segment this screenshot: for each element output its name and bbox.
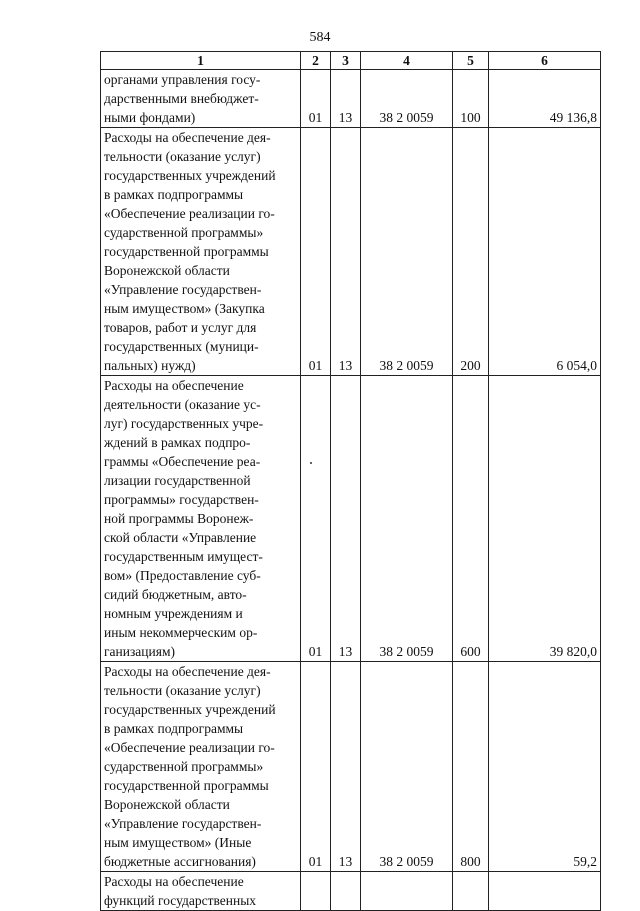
row-subsection-code: 13 bbox=[331, 376, 361, 662]
description-line: номным учреждениям и bbox=[104, 606, 243, 621]
description-line: сударственной программы» bbox=[104, 759, 264, 774]
description-line: Воронежской области bbox=[104, 263, 230, 278]
description-line: деятельности (оказание ус- bbox=[104, 397, 261, 412]
description-line: ным имуществом» (Закупка bbox=[104, 301, 265, 316]
description-line: Воронежской области bbox=[104, 797, 230, 812]
description-line: «Управление государствен- bbox=[104, 816, 262, 831]
header-col-3: 3 bbox=[331, 52, 361, 70]
description-line: программы» государствен- bbox=[104, 492, 259, 507]
description-line: сударственной программы» bbox=[104, 225, 264, 240]
description-line: ными фондами) bbox=[104, 110, 196, 125]
description-line: функций государственных bbox=[104, 893, 257, 908]
description-line: тельности (оказание услуг) bbox=[104, 683, 261, 698]
header-col-2: 2 bbox=[301, 52, 331, 70]
table-body bbox=[101, 70, 601, 911]
budget-table bbox=[100, 51, 601, 911]
header-col-5: 5 bbox=[453, 52, 489, 70]
description-line: ным имуществом» (Иные bbox=[104, 835, 252, 850]
row-expense-type: 800 bbox=[453, 662, 489, 872]
row-target-article: 38 2 0059 bbox=[361, 376, 453, 662]
description-line: государственных учреждений bbox=[104, 702, 276, 717]
header-col-4: 4 bbox=[361, 52, 453, 70]
table-row bbox=[101, 376, 601, 662]
description-line: ждений в рамках подпро- bbox=[104, 435, 251, 450]
description-line: лизации государственной bbox=[104, 473, 251, 488]
description-line: государственной программы bbox=[104, 778, 269, 793]
description-line: государственных (муници- bbox=[104, 339, 259, 354]
header-col-1: 1 bbox=[101, 52, 301, 70]
row-amount: 59,2 bbox=[489, 662, 601, 872]
row-subsection-code: 13 bbox=[331, 70, 361, 128]
description-line: иным некоммерческим ор- bbox=[104, 625, 258, 640]
row-section-code: 01 bbox=[301, 128, 331, 376]
row-description bbox=[101, 70, 301, 128]
description-line: пальных) нужд) bbox=[104, 358, 196, 373]
row-amount: 39 820,0 bbox=[489, 376, 601, 662]
header-row bbox=[101, 52, 601, 70]
description-line: органами управления госу- bbox=[104, 72, 261, 87]
row-section-code: 01 bbox=[301, 70, 331, 128]
row-description bbox=[101, 662, 301, 872]
row-section-code: 01 bbox=[301, 376, 331, 662]
page-number: 584 bbox=[309, 30, 331, 45]
description-line: дарственными внебюджет- bbox=[104, 91, 259, 106]
description-line: «Обеспечение реализации го- bbox=[104, 206, 275, 221]
table-row bbox=[101, 662, 601, 872]
description-line: ганизациям) bbox=[104, 644, 176, 659]
row-subsection-code: 13 bbox=[331, 662, 361, 872]
row-description bbox=[101, 376, 301, 662]
description-line: государственных учреждений bbox=[104, 168, 276, 183]
description-line: Расходы на обеспечение дея- bbox=[104, 664, 271, 679]
description-line: ской области «Управление bbox=[104, 530, 257, 545]
row-description bbox=[101, 128, 301, 376]
description-line: Расходы на обеспечение bbox=[104, 378, 244, 393]
description-line: государственной программы bbox=[104, 244, 269, 259]
row-expense-type: 200 bbox=[453, 128, 489, 376]
row-amount: 6 054,0 bbox=[489, 128, 601, 376]
row-target-article: 38 2 0059 bbox=[361, 662, 453, 872]
description-line: «Обеспечение реализации го- bbox=[104, 740, 275, 755]
description-line: Расходы на обеспечение bbox=[104, 874, 244, 889]
table-row bbox=[101, 70, 601, 128]
description-line: сидий бюджетным, авто- bbox=[104, 587, 247, 602]
description-line: в рамках подпрограммы bbox=[104, 187, 244, 202]
row-target-article: 38 2 0059 bbox=[361, 70, 453, 128]
description-line: ной программы Воронеж- bbox=[104, 511, 254, 526]
table-row bbox=[101, 128, 601, 376]
description-line: государственным имущест- bbox=[104, 549, 263, 564]
description-line: граммы «Обеспечение реа- bbox=[104, 454, 261, 469]
stray-mark bbox=[310, 462, 312, 464]
description-line: тельности (оказание услуг) bbox=[104, 149, 261, 164]
description-line: в рамках подпрограммы bbox=[104, 721, 244, 736]
description-line: товаров, работ и услуг для bbox=[104, 320, 257, 335]
row-target-article: 38 2 0059 bbox=[361, 128, 453, 376]
row-amount: 49 136,8 bbox=[489, 70, 601, 128]
description-line: луг) государственных учре- bbox=[104, 416, 264, 431]
row-section-code: 01 bbox=[301, 662, 331, 872]
description-line: «Управление государствен- bbox=[104, 282, 262, 297]
description-line: Расходы на обеспечение дея- bbox=[104, 130, 271, 145]
row-subsection-code: 13 bbox=[331, 128, 361, 376]
row-expense-type: 100 bbox=[453, 70, 489, 128]
header-col-6: 6 bbox=[489, 52, 601, 70]
row-expense-type: 600 bbox=[453, 376, 489, 662]
description-line: бюджетные ассигнования) bbox=[104, 854, 256, 869]
description-line: вом» (Предоставление суб- bbox=[104, 568, 261, 583]
